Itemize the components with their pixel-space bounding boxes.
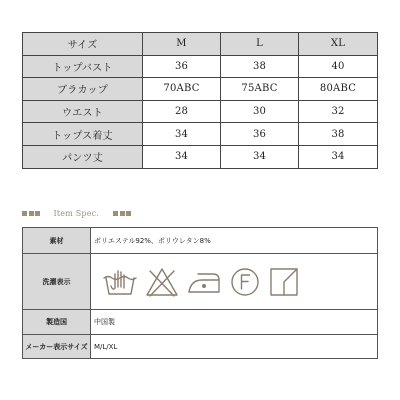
table-cell: 70ABC: [143, 78, 221, 101]
table-cell: 30: [221, 100, 299, 123]
table-cell: 34: [299, 145, 378, 168]
table-row: [23, 123, 378, 146]
sizes-label: メーカー表示サイズ: [23, 335, 91, 359]
table-cell: 80ABC: [299, 78, 378, 101]
table-cell: 34: [143, 123, 221, 146]
material-value: ポリエステル92%、ポリウレタン8%: [91, 228, 378, 254]
table-cell: 34: [221, 145, 299, 168]
spec-row-care: [23, 254, 378, 310]
spec-row-origin: [23, 310, 378, 335]
line-dry-icon: [268, 266, 300, 298]
table-cell: 75ABC: [221, 78, 299, 101]
spec-row-sizes: [23, 335, 378, 359]
row-label: パンツ丈: [23, 145, 143, 168]
table-cell: 28: [143, 100, 221, 123]
size-header-l: L: [221, 33, 299, 56]
spec-row-material: [23, 228, 378, 254]
no-bleach-icon: [145, 266, 179, 298]
table-cell: 40: [299, 55, 378, 78]
decorative-squares-left: [22, 211, 42, 216]
table-cell: 34: [143, 145, 221, 168]
low-iron-icon: [186, 266, 222, 298]
sizes-value: M/L/XL: [91, 335, 378, 359]
hand-wash-icon: [102, 266, 138, 298]
care-label: 洗濯表示: [23, 254, 91, 310]
size-header-m: M: [143, 33, 221, 56]
row-label: ウエスト: [23, 100, 143, 123]
dry-clean-f-icon: [229, 266, 261, 298]
material-label: 素材: [23, 228, 91, 254]
care-icons: [91, 266, 377, 298]
spec-table: [22, 227, 378, 359]
table-row: [23, 145, 378, 168]
care-icons-cell: [91, 254, 378, 310]
row-label: ブラカップ: [23, 78, 143, 101]
table-row: [23, 78, 378, 101]
item-spec-title: Item Spec.: [53, 208, 100, 218]
origin-value: 中国製: [91, 310, 378, 335]
origin-label: 製造国: [23, 310, 91, 335]
decorative-squares-right: [113, 211, 133, 216]
table-cell: 38: [299, 123, 378, 146]
table-cell: 38: [221, 55, 299, 78]
size-table-header-row: [23, 33, 378, 56]
row-label: トップス着丈: [23, 123, 143, 146]
table-cell: 32: [299, 100, 378, 123]
size-header-label: サイズ: [23, 33, 143, 56]
table-cell: 36: [143, 55, 221, 78]
size-table: [22, 32, 378, 169]
table-row: [23, 55, 378, 78]
item-spec-heading: [22, 206, 133, 220]
table-cell: 36: [221, 123, 299, 146]
row-label: トップバスト: [23, 55, 143, 78]
table-row: [23, 100, 378, 123]
size-header-xl: XL: [299, 33, 378, 56]
